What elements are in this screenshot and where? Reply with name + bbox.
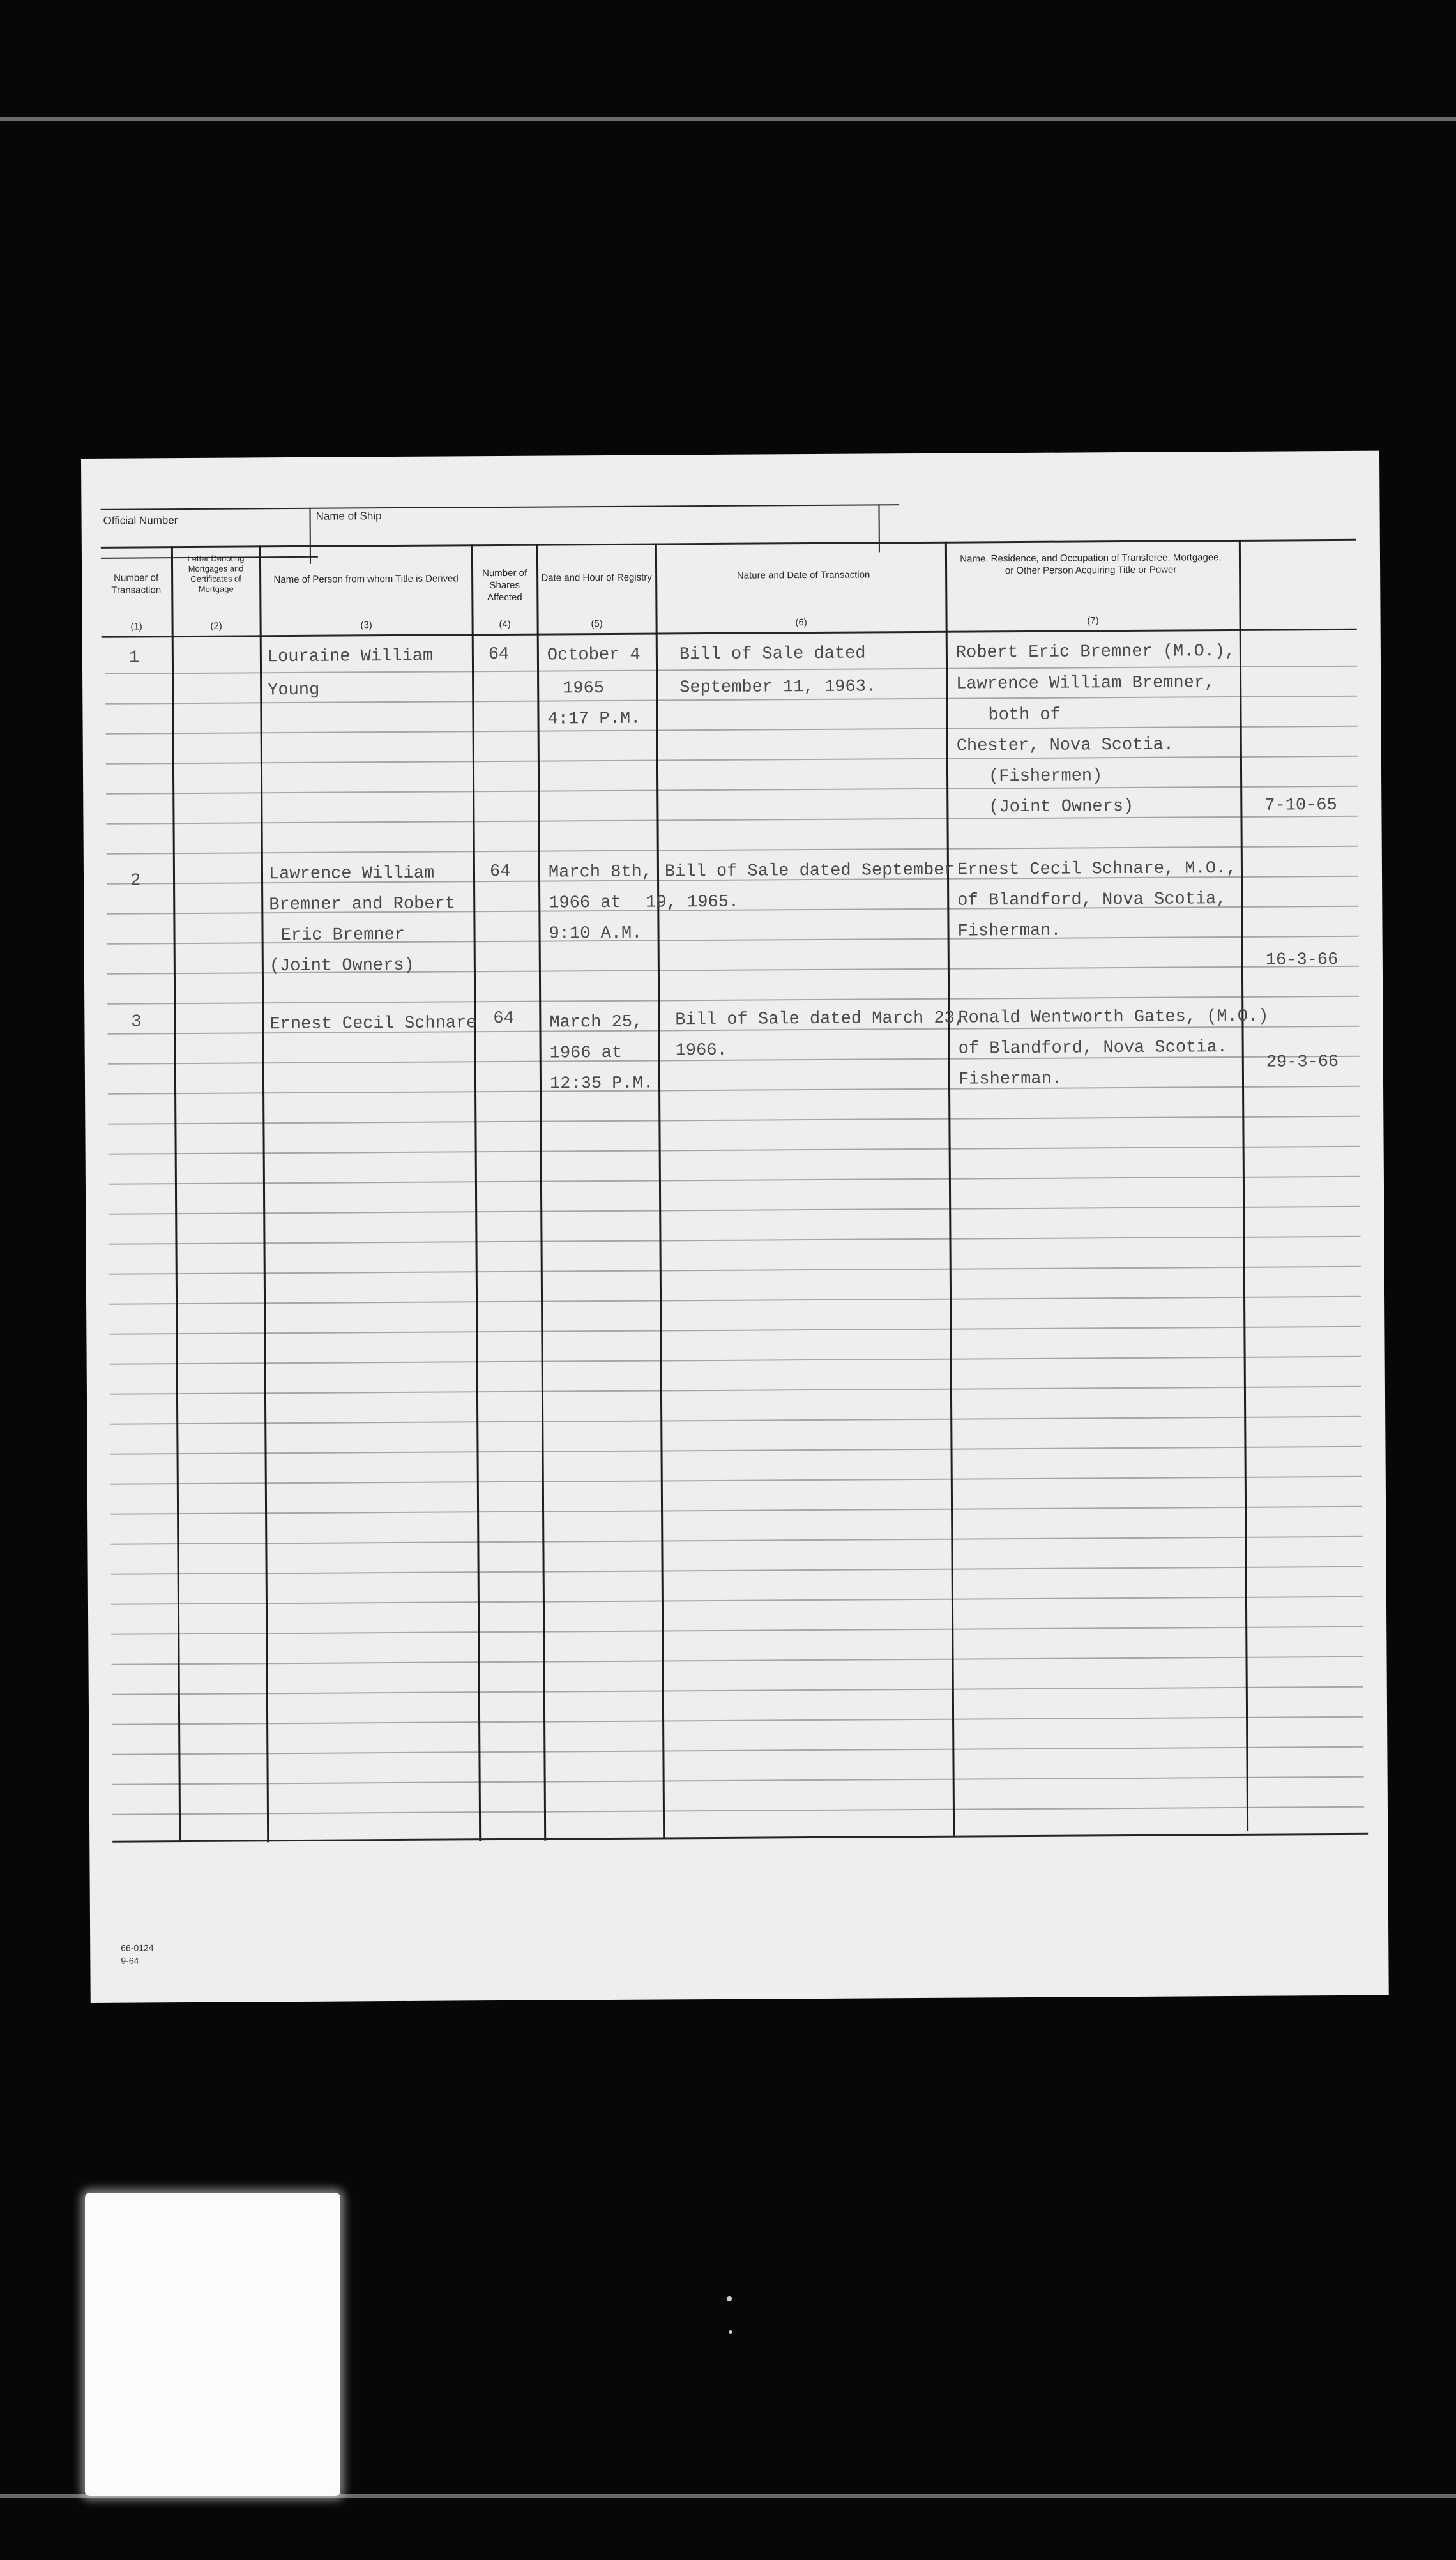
film-edge-top <box>0 117 1456 121</box>
entry-2-nature-line-2: 19, 1965. <box>646 892 739 913</box>
entry-1-shares: 64 <box>488 644 510 665</box>
col-heading-5: Date and Hour of Registry <box>541 572 652 584</box>
white-calibration-patch <box>85 2193 340 2496</box>
col-divider-6 <box>945 542 955 1836</box>
ruled-line <box>108 1116 1360 1125</box>
entry-3-transferee-line-1: Ronald Wentworth Gates, (M.O.) <box>958 1007 1269 1028</box>
col-divider-3 <box>471 544 481 1841</box>
entry-2-from-line-4: (Joint Owners) <box>269 956 414 977</box>
ruled-line <box>109 1236 1361 1245</box>
ruled-line <box>111 1626 1363 1635</box>
col-number-2: (2) <box>210 620 222 632</box>
film-dot <box>727 2296 732 2301</box>
official-number-label: Official Number <box>103 514 178 527</box>
entry-1-nature-line-1: Bill of Sale dated <box>679 644 866 665</box>
ruled-line <box>112 1656 1363 1665</box>
entry-1-from-line-1: Louraine William <box>267 646 434 667</box>
ruled-line <box>110 1386 1361 1395</box>
form-revision: 9-64 <box>121 1955 139 1966</box>
entry-3-transferee-line-2: of Blandford, Nova Scotia. <box>958 1038 1228 1059</box>
entry-3-from-line-1: Ernest Cecil Schnare <box>269 1014 477 1035</box>
ruled-line <box>109 1326 1361 1335</box>
form-code <box>121 1941 154 1967</box>
ruled-line <box>107 996 1359 1005</box>
ruled-line <box>109 1176 1360 1185</box>
ruled-line <box>110 1446 1362 1455</box>
entry-2-side-date: 16-3-66 <box>1265 950 1338 970</box>
registry-form <box>81 451 1389 2003</box>
ruled-line <box>109 1296 1361 1305</box>
entry-1-side-date: 7-10-65 <box>1264 795 1337 816</box>
col-divider-7 <box>1239 540 1248 1831</box>
ruled-line <box>106 726 1358 735</box>
col-divider-2 <box>259 545 269 1842</box>
ruled-line <box>109 1266 1361 1275</box>
ruled-line <box>106 756 1358 765</box>
entry-2-date-line-2: 1966 at <box>549 893 621 913</box>
col-divider-5 <box>655 543 665 1838</box>
col-number-6: (6) <box>795 617 807 629</box>
table-bottom-border <box>112 1833 1368 1843</box>
ruled-line <box>112 1806 1364 1815</box>
col-number-3: (3) <box>360 620 372 631</box>
ruled-line <box>111 1596 1363 1605</box>
entry-3-nature-line-1: Bill of Sale dated March 23, <box>675 1009 966 1030</box>
entry-3-date-line-2: 1966 at <box>549 1043 623 1063</box>
ruled-line <box>106 816 1358 825</box>
col-heading-7: Name, Residence, and Occupation of Transferee, Mortgagee, or Other Person Acquiring Title or Power <box>960 552 1222 577</box>
col-heading-6: Nature and Date of Transaction <box>736 569 870 581</box>
ruled-line <box>112 1746 1363 1755</box>
ruled-line <box>112 1776 1364 1785</box>
entry-1-transferee-line-3: both of <box>988 705 1061 726</box>
ruled-line <box>109 1206 1360 1215</box>
film-dot-small <box>729 2330 732 2334</box>
form-number: 66-0124 <box>121 1942 154 1953</box>
ruled-line <box>109 1146 1360 1155</box>
entry-1-date-line-3: 4:17 P.M. <box>547 709 641 729</box>
entry-1-number: 1 <box>128 648 140 668</box>
col-divider-1 <box>171 546 181 1841</box>
entry-1-from-line-2: Young <box>268 680 320 701</box>
ruled-line <box>112 1716 1363 1725</box>
entry-3-date-line-1: March 25, <box>549 1012 643 1033</box>
entry-2-transferee-line-2: of Blandford, Nova Scotia, <box>957 890 1227 911</box>
ruled-line <box>107 846 1358 855</box>
entry-1-transferee-line-2: Lawrence William Bremner, <box>956 673 1215 694</box>
ruled-line <box>110 1536 1362 1545</box>
entry-2-from-line-2: Bremner and Robert <box>269 894 456 915</box>
entry-1-transferee-line-1: Robert Eric Bremner (M.O.), <box>955 641 1236 663</box>
col-heading-4: Number of Shares Affected <box>482 567 527 604</box>
entry-1-transferee-line-4: Chester, Nova Scotia. <box>956 735 1174 756</box>
entry-1-transferee-line-5: (Fishermen) <box>988 766 1103 787</box>
entry-2-number: 2 <box>130 871 141 891</box>
entry-3-shares: 64 <box>493 1009 514 1029</box>
col-heading-2: Letter Denoting Mortgages and Certificates of Mortgage <box>187 553 245 594</box>
entry-3-nature-line-2: 1966. <box>675 1040 727 1061</box>
entry-2-date-line-3: 9:10 A.M. <box>549 924 642 944</box>
entry-2-shares: 64 <box>489 862 511 882</box>
ruled-line <box>111 1566 1363 1575</box>
header-right-edge <box>878 504 879 552</box>
col-number-5: (5) <box>591 618 603 630</box>
ruled-line <box>110 1506 1362 1515</box>
ruled-lines <box>81 451 1379 459</box>
entry-2-transferee-line-1: Ernest Cecil Schnare, M.O., <box>957 858 1237 880</box>
entry-2-nature-line-1: Bill of Sale dated September <box>664 860 955 882</box>
entry-1-nature-line-2: September 11, 1963. <box>679 677 877 698</box>
ruled-line <box>108 1086 1360 1095</box>
entry-2-from-line-3: Eric Bremner <box>280 925 406 946</box>
entry-1-date-line-2: 1965 <box>563 679 605 699</box>
name-of-ship-label: Name of Ship <box>315 510 382 522</box>
entry-3-transferee-line-3: Fisherman. <box>958 1069 1063 1090</box>
entry-3-side-date: 29-3-66 <box>1266 1052 1339 1072</box>
table-top-border <box>101 539 1356 549</box>
ruled-line <box>110 1476 1362 1485</box>
col-heading-1: Number of Transaction <box>111 572 162 596</box>
entry-3-date-line-3: 12:35 P.M. <box>549 1074 654 1094</box>
col-divider-4 <box>536 544 546 1841</box>
col-heading-3: Name of Person from whom Title is Derived <box>273 573 459 586</box>
ruled-line <box>110 1356 1361 1365</box>
ruled-line <box>110 1416 1361 1425</box>
header-divider <box>309 508 311 564</box>
col-number-7: (7) <box>1087 615 1099 627</box>
entry-1-transferee-line-6: (Joint Owners) <box>989 796 1134 818</box>
entry-1-date-line-1: October 4 <box>547 645 641 666</box>
header-top-line <box>100 504 899 510</box>
entry-3-number: 3 <box>131 1012 142 1032</box>
entry-2-from-line-1: Lawrence William <box>268 864 435 885</box>
ruled-line <box>106 786 1358 795</box>
col-number-1: (1) <box>130 621 142 632</box>
entry-2-transferee-line-3: Fisherman. <box>957 921 1061 941</box>
col-number-4: (4) <box>499 618 511 630</box>
entry-2-date-line-1: March 8th, <box>548 862 653 883</box>
ruled-line <box>112 1686 1363 1695</box>
